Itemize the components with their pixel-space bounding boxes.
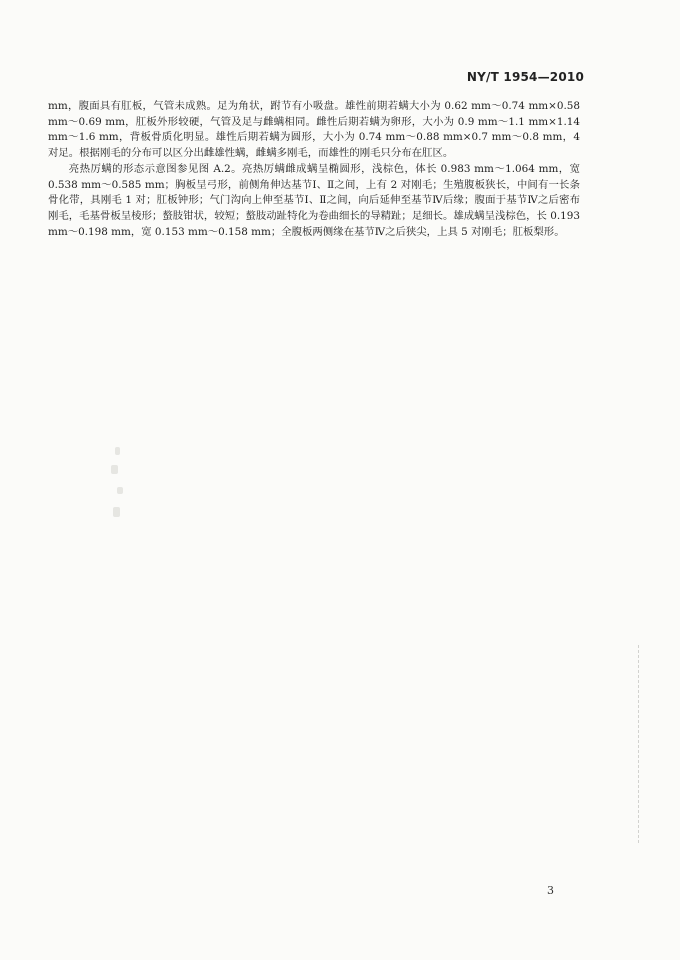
page-number: 3 (547, 884, 554, 897)
scan-edge-line (637, 645, 640, 845)
paragraph-continuation: mm，腹面具有肛板，气管未成熟。足为角状，跗节有小吸盘。雄性前期若螨大小为 0.62 mm～0.74 mm×0.58 mm～0.69 mm，肛板外形较硬，气管及足与雌螨相同。雌性后期若螨为卵形，大小为 0.9 mm～1.1 mm×1.14 mm～1.6 mm，背板骨质化明显。雄性后期若螨为圆形，大小为 0.74 mm～0.88 mm×0.7 mm～0.8 mm，4 对足。根据刚毛的分布可以区分出雌雄性螨，雌螨多刚毛，而雄性的刚毛只分布在肛区。 (48, 100, 580, 160)
standard-number-header: NY/T 1954—2010 (466, 70, 584, 84)
body-text (48, 99, 580, 240)
scan-artifact-mark (107, 445, 129, 525)
paragraph-morphology: 亮热厉螨的形态示意图参见图 A.2。亮热厉螨雌成螨呈椭圆形，浅棕色，体长 0.983 mm～1.064 mm，宽 0.538 mm～0.585 mm；胸板呈弓形，前侧角伸达基节Ⅰ、Ⅱ之间，上有 2 对刚毛；生殖腹板狭长，中间有一长条骨化带，具刚毛 1 对；肛板钟形；气门沟向上伸至基节Ⅰ、Ⅱ之间，向后延伸至基节Ⅳ后缘；腹面于基节Ⅳ之后密布刚毛，毛基骨板呈棱形；螯肢钳状，较短；螯肢动趾特化为卷曲细长的导精趾；足细长。雄成螨呈浅棕色，长 0.193 mm～0.198 mm，宽 0.153 mm～0.158 mm；全腹板两侧缘在基节Ⅳ之后狭尖，上具 5 对刚毛；肛板梨形。 (48, 162, 580, 238)
